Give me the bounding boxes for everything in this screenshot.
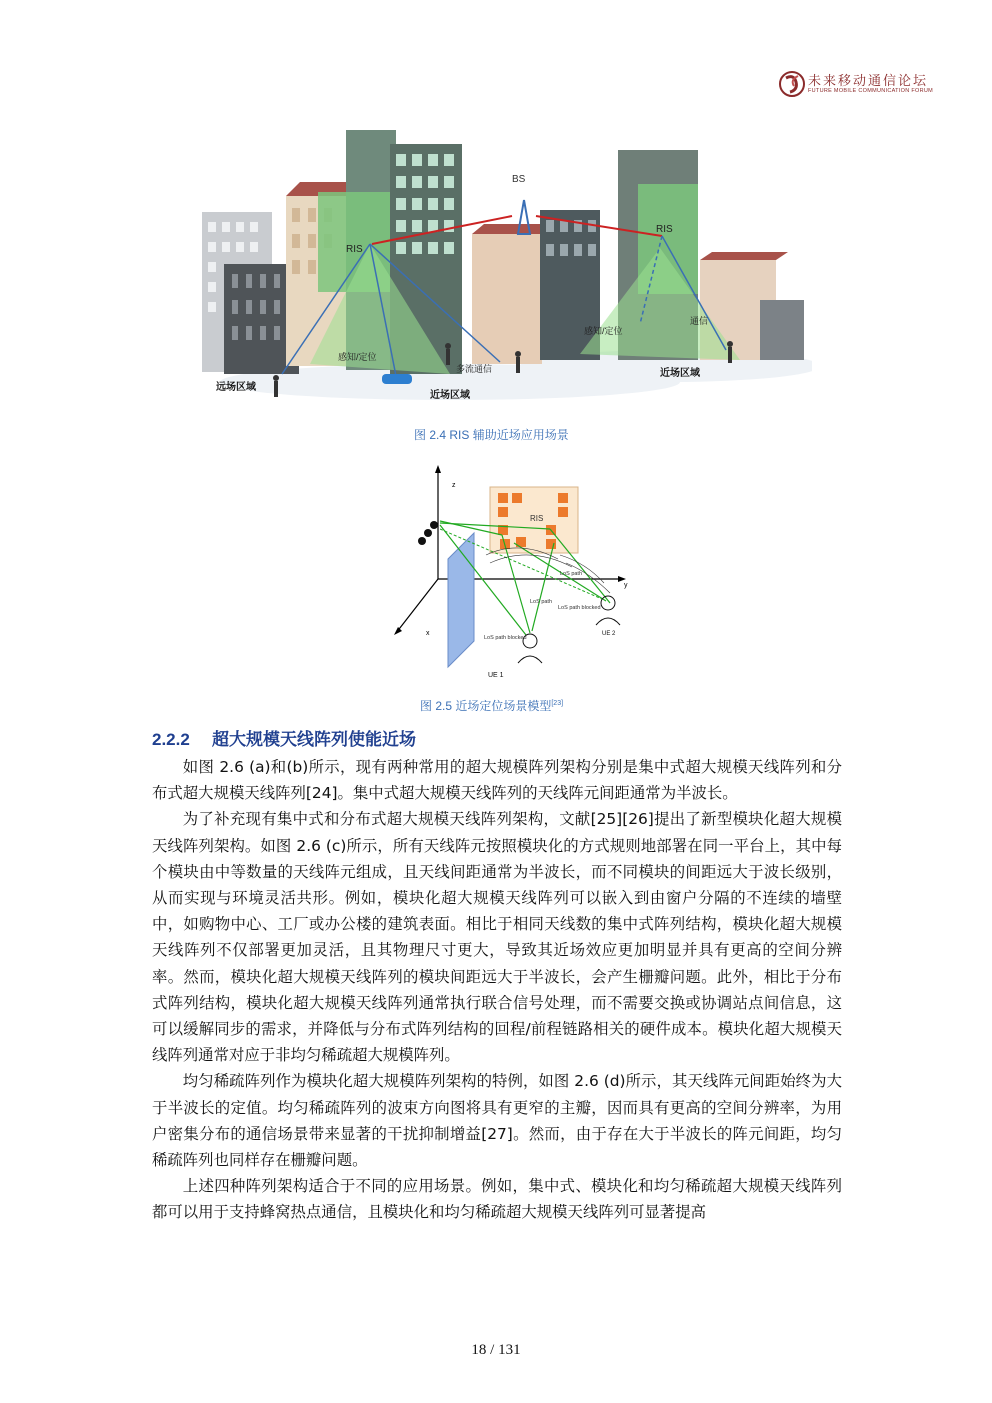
- sense-left-label: 感知/定位: [338, 352, 377, 362]
- section-number: 2.2.2: [152, 730, 190, 749]
- near-field-right-label: 近场区域: [660, 368, 700, 379]
- comm-label: 通信: [690, 316, 709, 326]
- logo-title-cn: 未来移动通信论坛: [808, 74, 929, 89]
- page-number: 18 / 131: [471, 1342, 521, 1358]
- figure2-caption: [420, 697, 563, 714]
- body-text: [152, 754, 842, 1226]
- sense-right-label: 感知/定位: [584, 326, 623, 336]
- ue2-label: UE 2: [602, 631, 616, 637]
- ris-left-label: RIS: [346, 244, 363, 255]
- los-path-label: LoS path: [560, 571, 583, 577]
- axis-x-label: x: [426, 630, 430, 637]
- ris-near-field-scene-figure: [200, 124, 812, 414]
- bs-label: BS: [512, 174, 526, 185]
- near-field-mid-label: 近场区域: [430, 390, 470, 401]
- ue1-label: UE 1: [488, 672, 504, 679]
- near-field-positioning-model-figure: [390, 463, 640, 685]
- multi-stream-label: 多流通信: [456, 364, 493, 374]
- far-field-label: 远场区域: [216, 382, 256, 393]
- section-heading: [152, 725, 416, 750]
- section-title: 超大规模天线阵列使能近场: [212, 730, 416, 749]
- logo-title-en: FUTURE MOBILE COMMUNICATION FORUM: [808, 88, 933, 94]
- figure2-citation: [23]: [551, 700, 564, 707]
- los-blocked-bottom-label: LoS path blocked: [484, 635, 527, 641]
- paragraph: 如图 2.6 (a)和(b)所示，现有两种常用的超大规模阵列架构分别是集中式超大规模天线阵列和分布式超大规模天线阵列[24]。集中式超大规模天线阵列的天线阵元间距通常为半波长。: [152, 758, 842, 803]
- figure2-caption-text: 图 2.5 近场定位场景模型: [420, 699, 552, 713]
- paragraph: 为了补充现有集中式和分布式超大规模天线阵列架构，文献[25][26]提出了新型模块化超大规模天线阵列架构。如图 2.6 (c)所示，所有天线阵元按照模块化的方式规则地部署在同一平台上，其中每个模块由中等数量的天线阵元组成，且天线间距通常为半波长，而不同模块的间距远大于波长级别，从而实现与环境灵活共形。例如，模块化超大规模天线阵列可以嵌入到由窗户分隔的不连续的墙壁中，如购物中心、工厂或办公楼的建筑表面。相比于相同天线数的集中式阵列结构，模块化超大规模天线阵列不仅部署更加灵活，且其物理尺寸更大，导致其近场效应更加明显并具有更高的空间分辨率。然而，模块化超大规模天线阵列的模块间距远大于半波长，会产生栅瓣问题。此外，相比于分布式阵列结构，模块化超大规模天线阵列通常执行联合信号处理，而不需要交换或协调站点间信息，这可以缓解同步的需求，并降低与分布式阵列结构的回程/前程链路相关的硬件成本。模块化超大规模天线阵列通常对应于非均匀稀疏超大规模阵列。: [152, 810, 842, 1065]
- ris-right-label: RIS: [656, 224, 673, 235]
- paragraph: 上述四种阵列架构适合于不同的应用场景。例如，集中式、模块化和均匀稀疏超大规模天线阵列都可以用于支持蜂窝热点通信，且模块化和均匀稀疏超大规模天线阵列可显著提高: [152, 1177, 842, 1222]
- axis-y-label: y: [624, 582, 628, 589]
- los-blocked-right-label: LoS path blocked: [558, 605, 601, 611]
- paragraph: 均匀稀疏阵列作为模块化超大规模阵列架构的特例，如图 2.6 (d)所示，其天线阵元间距始终为大于半波长的定值。均匀稀疏阵列的波束方向图将具有更窄的主瓣，因而具有更高的空间分辨率，为用户密集分布的通信场景带来显著的干扰抑制增益[27]。然而，由于存在大于半波长的阵元间距，均匀稀疏阵列也同样存在栅瓣问题。: [152, 1072, 842, 1170]
- ris-label: RIS: [530, 514, 544, 523]
- figure1-caption: 图 2.4 RIS 辅助近场应用场景: [414, 428, 569, 442]
- axis-z-label: z: [452, 482, 456, 489]
- los-path-left-label: LoS path: [530, 599, 553, 605]
